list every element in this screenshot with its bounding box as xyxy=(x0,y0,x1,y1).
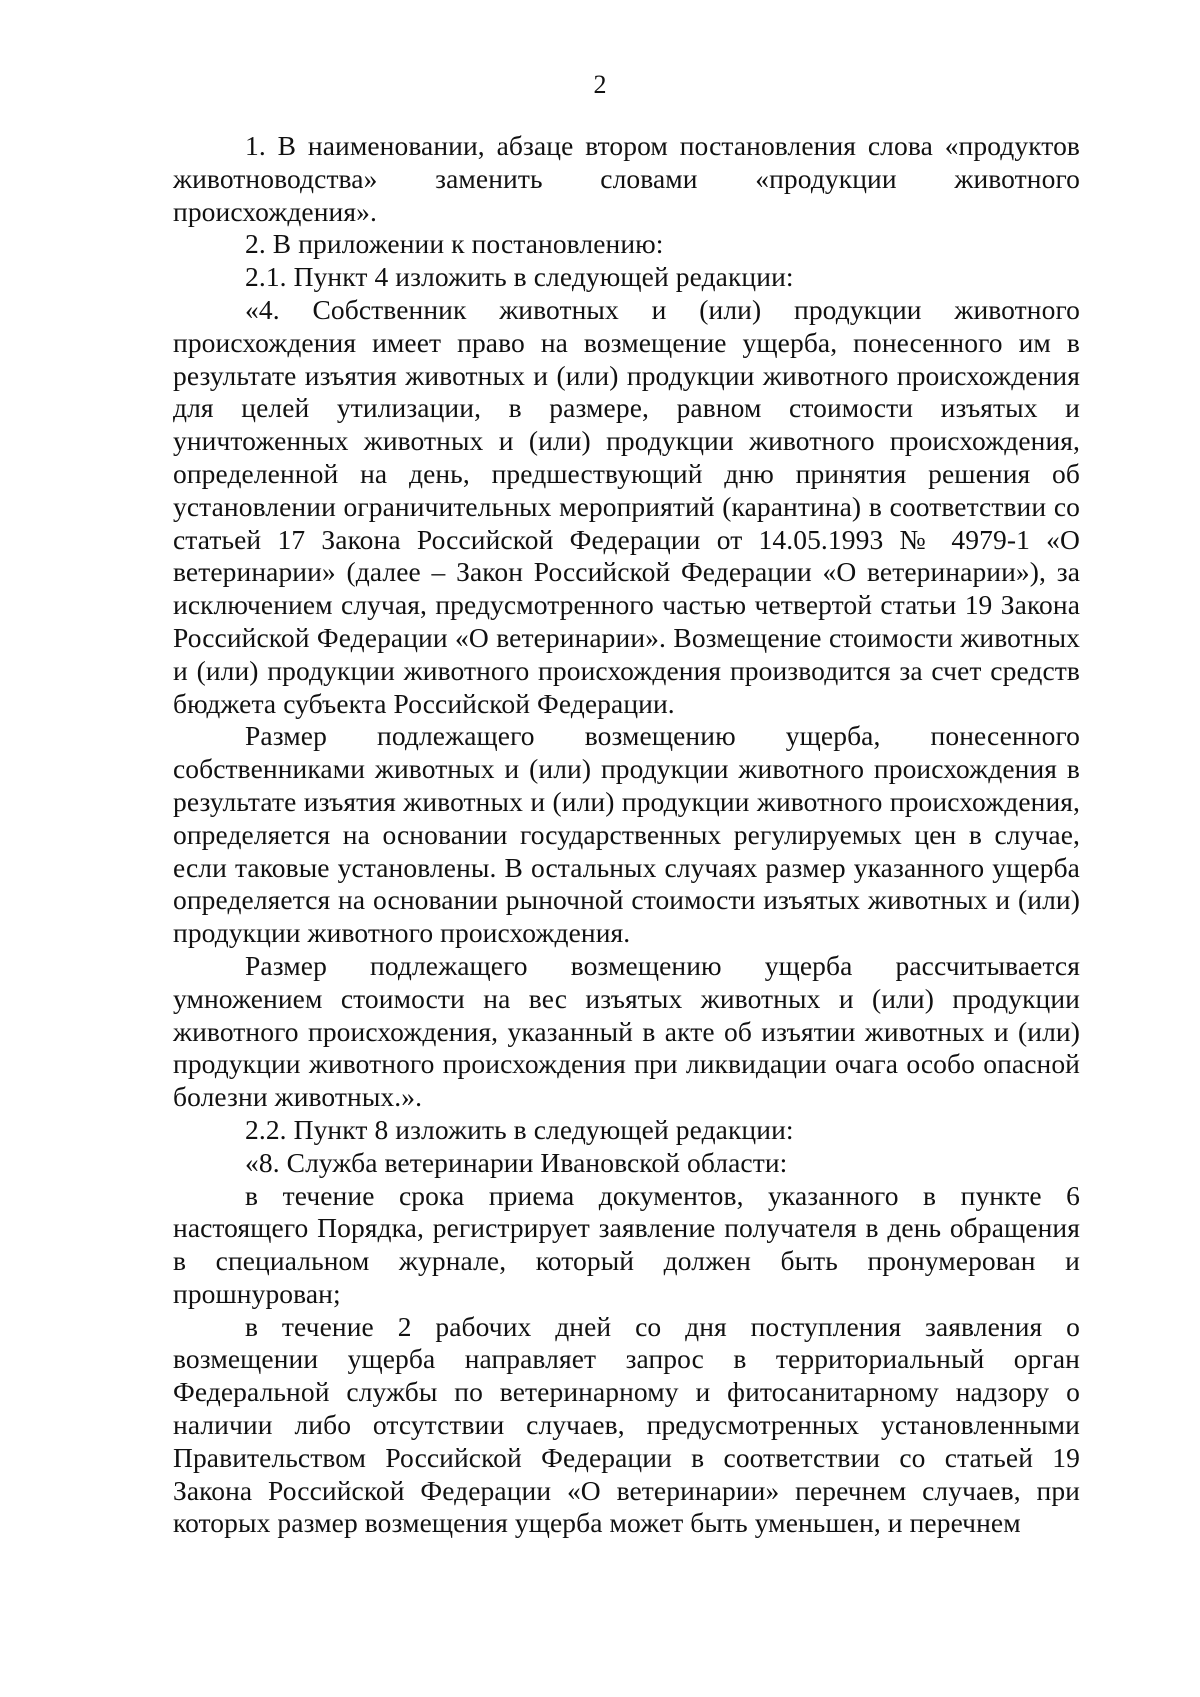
paragraph-request: в течение 2 рабочих дней со дня поступления заявления о возмещении ущерба направляет запрос в территориальный орган Федеральной службы по ветеринарному и фитосанитарному надзору о наличии либо отсутствии случаев, предусмотренных установленными Правительством Российской Федерации в соответствии со статьей 19 Закона Российской Федерации «О ветеринарии» перечнем случаев, при которых размер возмещения ущерба может быть уменьшен, и перечнем xyxy=(173,1310,1080,1539)
paragraph-registration: в течение срока приема документов, указанного в пункте 6 настоящего Порядка, регистрирует заявление получателя в день обращения в специальном журнале, который должен быть пронумерован и прошнурован; xyxy=(173,1179,1080,1309)
paragraph-damage-size: Размер подлежащего возмещению ущерба, понесенного собственниками животных и (или) продукции животного происхождения в результате изъятия животных и (или) продукции животного происхождения, определяется на основании государственных регулируемых цен в случае, если таковые установлены. В остальных случаях размер указанного ущерба определяется на основании рыночной стоимости изъятых животных и (или) продукции животного происхождения. xyxy=(173,720,1080,949)
page-number: 2 xyxy=(593,70,607,99)
paragraph-item-2-1: 2.1. Пункт 4 изложить в следующей редакции: xyxy=(245,261,794,293)
paragraph-item-1: 1. В наименовании, абзаце втором постановления слова «продуктов животноводства» заменить словами «продукции животного происхождения». xyxy=(173,130,1080,227)
paragraph-point-8: «8. Служба ветеринарии Ивановской области: xyxy=(245,1146,788,1178)
document-body xyxy=(173,130,1080,1540)
paragraph-damage-calculation: Размер подлежащего возмещению ущерба рассчитывается умножением стоимости на вес изъятых животных и (или) продукции животного происхождения, указанный в акте об изъятии животных и (или) продукции животного происхождения при ликвидации очага особо опасной болезни животных.». xyxy=(173,949,1080,1113)
paragraph-item-2: 2. В приложении к постановлению: xyxy=(245,228,664,260)
paragraph-point-4: «4. Собственник животных и (или) продукции животного происхождения имеет право на возмещение ущерба, понесенного им в результате изъятия животных и (или) продукции животного происхождения для целей утилизации, в размере, равном стоимости изъятых и уничтоженных животных и (или) продукции животного происхождения, определенной на день, предшествующий дню принятия решения об установлении ограничительных мероприятий (карантина) в соответствии со статьей 17 Закона Российской Федерации от 14.05.1993 № 4979-1 «О ветеринарии» (далее – Закон Российской Федерации «О ветеринарии»), за исключением случая, предусмотренного частью четвертой статьи 19 Закона Российской Федерации «О ветеринарии». Возмещение стоимости животных и (или) продукции животного происхождения производится за счет средств бюджета субъекта Российской Федерации. xyxy=(173,293,1080,719)
paragraph-item-2-2: 2.2. Пункт 8 изложить в следующей редакции: xyxy=(245,1113,794,1145)
